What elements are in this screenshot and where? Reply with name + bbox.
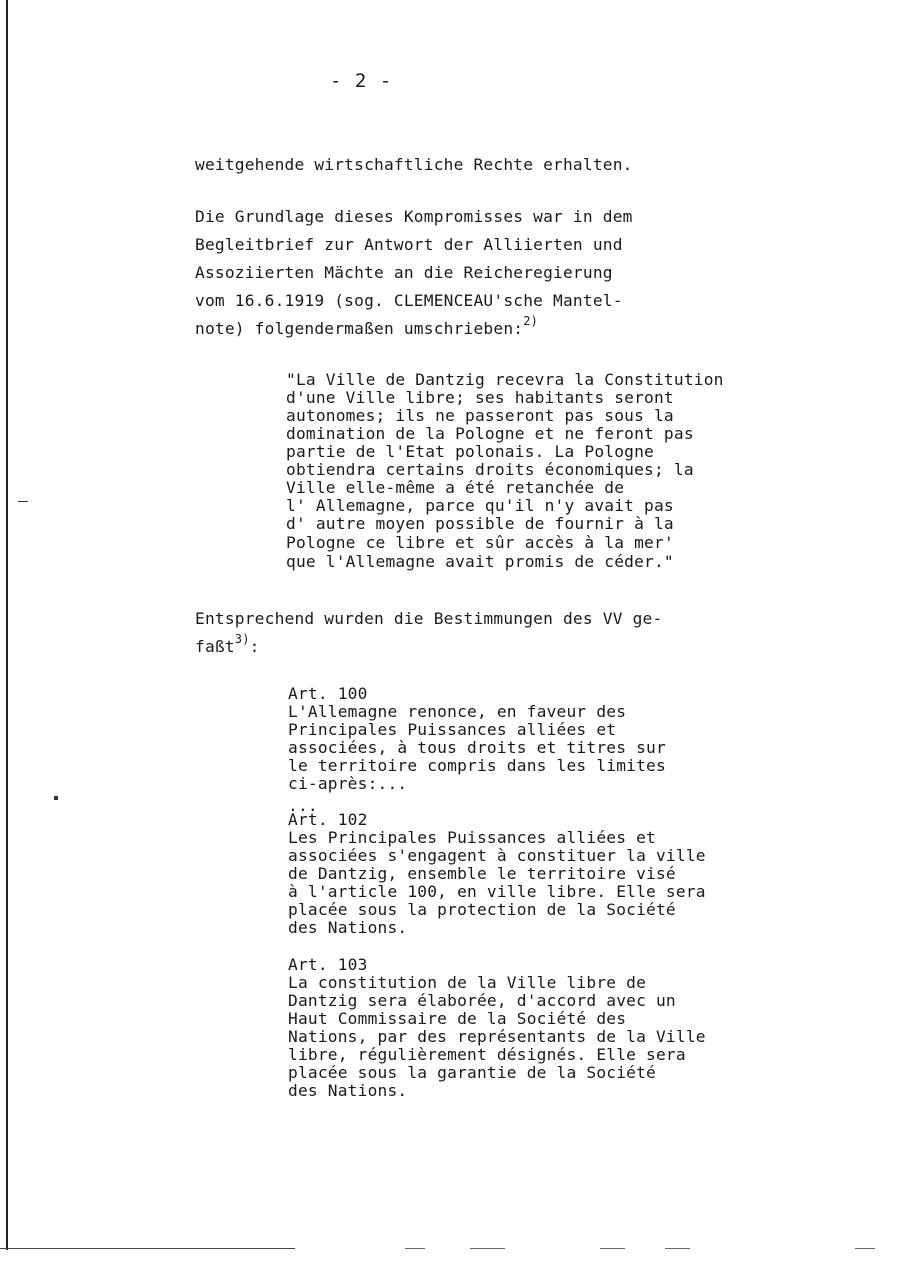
page-number: - 2 - [330, 70, 393, 92]
quote-line: d' autre moyen possible de fournir à la [286, 514, 674, 533]
paragraph-line: Begleitbrief zur Antwort der Alliierten und [195, 235, 623, 254]
scan-edge-line [6, 0, 8, 1250]
article-line: La constitution de la Ville libre de [288, 973, 647, 992]
quote-line: Ville elle-même a été retanchée de [286, 478, 625, 497]
article-heading: Art. 103 [288, 955, 368, 974]
article-line: des Nations. [288, 1081, 408, 1100]
article-line: à l'article 100, en ville libre. Elle sera [288, 882, 706, 901]
article-line: placée sous la protection de la Société [288, 900, 676, 919]
paragraph-line: Assoziierten Mächte an die Reicheregierung [195, 263, 613, 282]
paragraph-text: faßt [195, 637, 235, 656]
article-line: Dantzig sera élaborée, d'accord avec un [288, 991, 676, 1010]
quote-line: obtiendra certains droits économiques; la [286, 460, 694, 479]
quote-line: que l'Allemagne avait promis de céder." [286, 552, 674, 571]
paragraph-line: weitgehende wirtschaftliche Rechte erhalten. [195, 155, 633, 174]
scan-dash [470, 1248, 505, 1249]
footnote-marker: 2) [523, 314, 539, 328]
article-line: de Dantzig, ensemble le territoire visé [288, 864, 676, 883]
paragraph-text: note) folgendermaßen umschrieben: [195, 319, 524, 338]
paragraph-text: : [249, 637, 260, 656]
article-line: des Nations. [288, 918, 408, 937]
article-line: Haut Commissaire de la Société des [288, 1009, 627, 1028]
paragraph-line: vom 16.6.1919 (sog. CLEMENCEAU'sche Mantel- [195, 291, 623, 310]
article-line: L'Allemagne renonce, en faveur des [288, 702, 627, 721]
article-heading: Art. 102 [288, 810, 368, 829]
paragraph-line: Entsprechend wurden die Bestimmungen des VV ge- [195, 609, 663, 628]
quote-line: l' Allemagne, parce qu'il n'y avait pas [286, 496, 674, 515]
scan-speck [18, 501, 28, 502]
scan-dash [665, 1248, 690, 1249]
scan-dash [855, 1248, 875, 1249]
scan-speck [54, 796, 58, 800]
article-line: Principales Puissances alliées et [288, 720, 617, 739]
article-line: libre, régulièrement désignés. Elle sera [288, 1045, 686, 1064]
quote-line: Pologne ce libre et sûr accès à la mer' [286, 533, 674, 552]
article-line: placée sous la garantie de la Société [288, 1063, 656, 1082]
scan-dash [600, 1248, 625, 1249]
article-line: associées, à tous droits et titres sur [288, 738, 666, 757]
footnote-marker: 3) [234, 632, 250, 646]
quote-line: domination de la Pologne et ne feront pas [286, 424, 694, 443]
paragraph-line [195, 632, 260, 656]
scan-dash [405, 1248, 425, 1249]
quote-line: autonomes; ils ne passeront pas sous la [286, 406, 674, 425]
article-line: Les Principales Puissances alliées et [288, 828, 656, 847]
paragraph-line [195, 314, 539, 338]
quote-line: d'une Ville libre; ses habitants seront [286, 388, 674, 407]
quote-line: partie de l'Etat polonais. La Pologne [286, 442, 654, 461]
article-line: le territoire compris dans les limites [288, 756, 666, 775]
article-line: associées s'engagent à constituer la ville [288, 846, 706, 865]
article-line: Nations, par des représentants de la Ville [288, 1027, 706, 1046]
article-ellipsis: ... [288, 796, 318, 815]
scan-bottom-line [0, 1248, 295, 1249]
article-line: ci-après:... [288, 774, 408, 793]
paragraph-line: Die Grundlage dieses Kompromisses war in dem [195, 207, 633, 226]
quote-line: "La Ville de Dantzig recevra la Constitution [286, 370, 724, 389]
article-heading: Art. 100 [288, 684, 368, 703]
